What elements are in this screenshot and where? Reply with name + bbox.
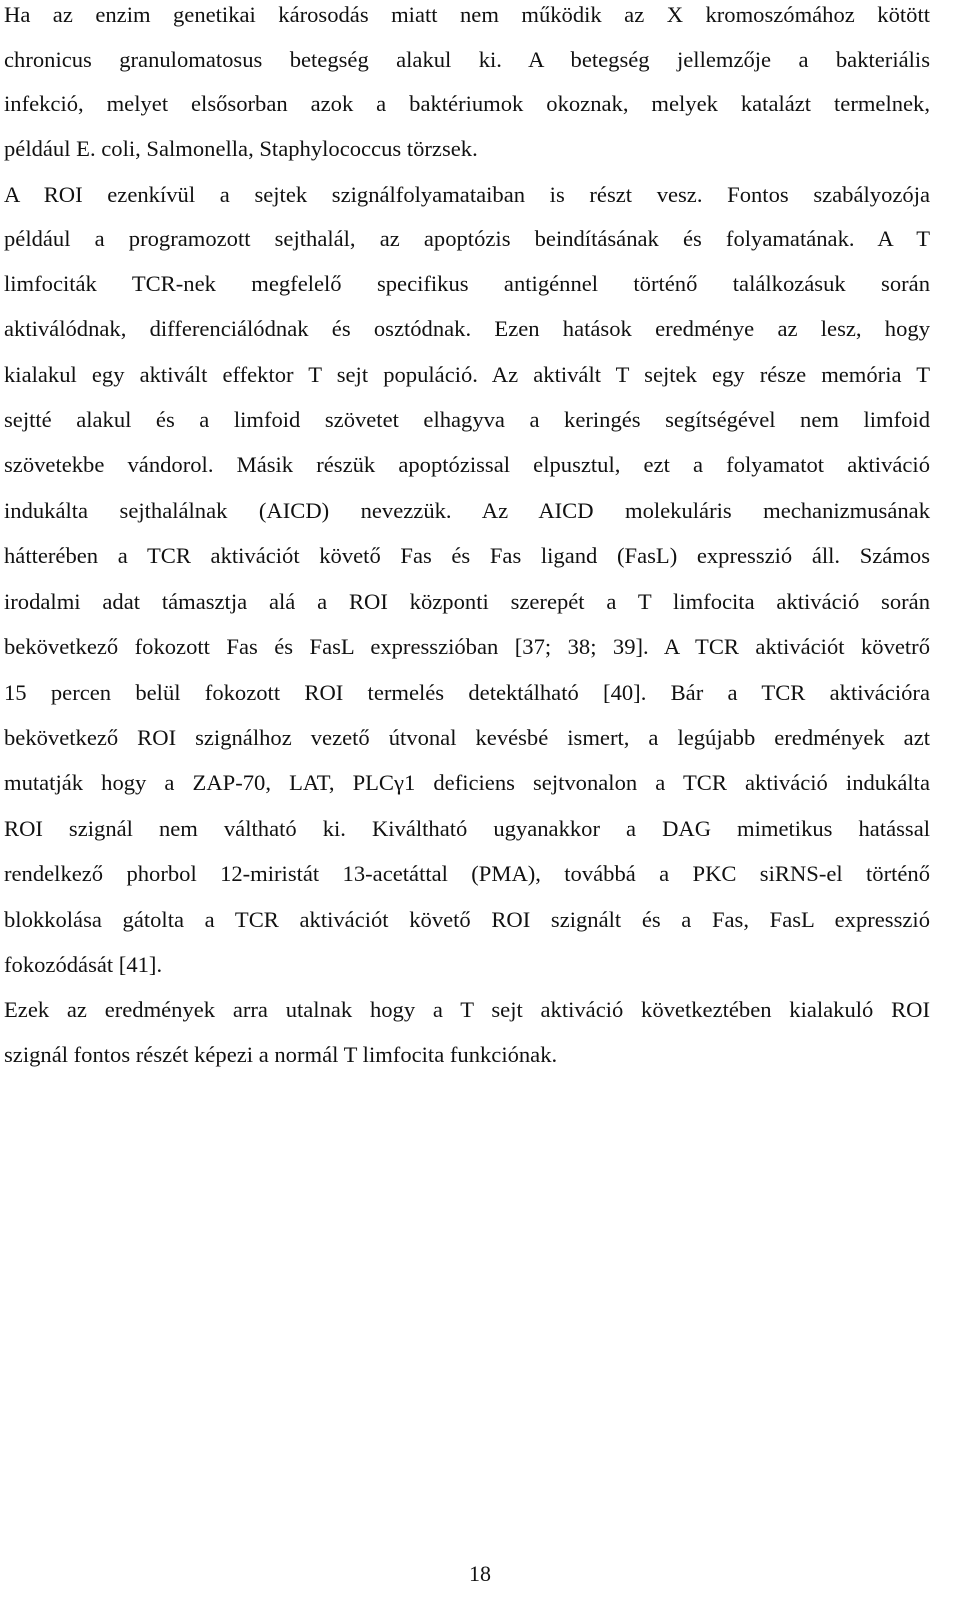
text-line: irodalmi adat támasztja alá a ROI központi szerepét a T limfocita aktiváció során — [4, 589, 930, 614]
text-line: Ha az enzim genetikai károsodás miatt nem működik az X kromoszómához kötött — [4, 2, 930, 27]
text-line: ROI szignál nem váltható ki. Kiváltható ugyanakkor a DAG mimetikus hatással — [4, 816, 930, 841]
text-line: 15 percen belül fokozott ROI termelés detektálható [40]. Bár a TCR aktivációra — [4, 680, 930, 705]
text-line: Ezek az eredmények arra utalnak hogy a T sejt aktiváció következtében kialakuló ROI — [4, 997, 930, 1022]
text-line: indukálta sejthalálnak (AICD) nevezzük. Az AICD molekuláris mechanizmusának — [4, 498, 930, 523]
text-line: bekövetkező fokozott Fas és FasL expresszióban [37; 38; 39]. A TCR aktivációt követrő — [4, 634, 930, 659]
text-line: sejtté alakul és a limfoid szövetet elhagyva a keringés segítségével nem limfoid — [4, 407, 930, 432]
text-line: chronicus granulomatosus betegség alakul ki. A betegség jellemzője a bakteriális — [4, 47, 930, 72]
text-line: kialakul egy aktivált effektor T sejt populáció. Az aktivált T sejtek egy része memória T — [4, 362, 930, 387]
text-line: mutatják hogy a ZAP-70, LAT, PLCγ1 deficiens sejtvonalon a TCR aktiváció indukálta — [4, 770, 930, 795]
page-number: 18 — [469, 1561, 491, 1586]
text-line: bekövetkező ROI szignálhoz vezető útvonal kevésbé ismert, a legújabb eredmények azt — [4, 725, 930, 750]
text-line: fokozódását [41]. — [4, 952, 163, 977]
text-line: szignál fontos részét képezi a normál T limfocita funkciónak. — [4, 1042, 558, 1067]
text-line: szövetekbe vándorol. Másik részük apoptózissal elpusztul, ezt a folyamatot aktiváció — [4, 452, 930, 477]
text-line: például E. coli, Salmonella, Staphylococcus törzsek. — [4, 136, 478, 161]
text-line: például a programozott sejthalál, az apoptózis beindításának és folyamatának. A T — [4, 226, 930, 251]
text-line: infekció, melyet elsősorban azok a baktériumok okoznak, melyek katalázt termelnek, — [4, 91, 930, 116]
text-line: A ROI ezenkívül a sejtek szignálfolyamataiban is részt vesz. Fontos szabályozója — [4, 182, 930, 207]
text-line: rendelkező phorbol 12-miristát 13-acetáttal (PMA), továbbá a PKC siRNS-el történő — [4, 861, 930, 886]
text-line: blokkolása gátolta a TCR aktivációt követő ROI szignált és a Fas, FasL expresszió — [4, 907, 930, 932]
text-line: limfociták TCR-nek megfelelő specifikus antigénnel történő találkozásuk során — [4, 271, 930, 296]
text-line: aktiválódnak, differenciálódnak és osztódnak. Ezen hatások eredménye az lesz, hogy — [4, 316, 930, 341]
text-line: hátterében a TCR aktivációt követő Fas és Fas ligand (FasL) expresszió áll. Számos — [4, 543, 930, 568]
